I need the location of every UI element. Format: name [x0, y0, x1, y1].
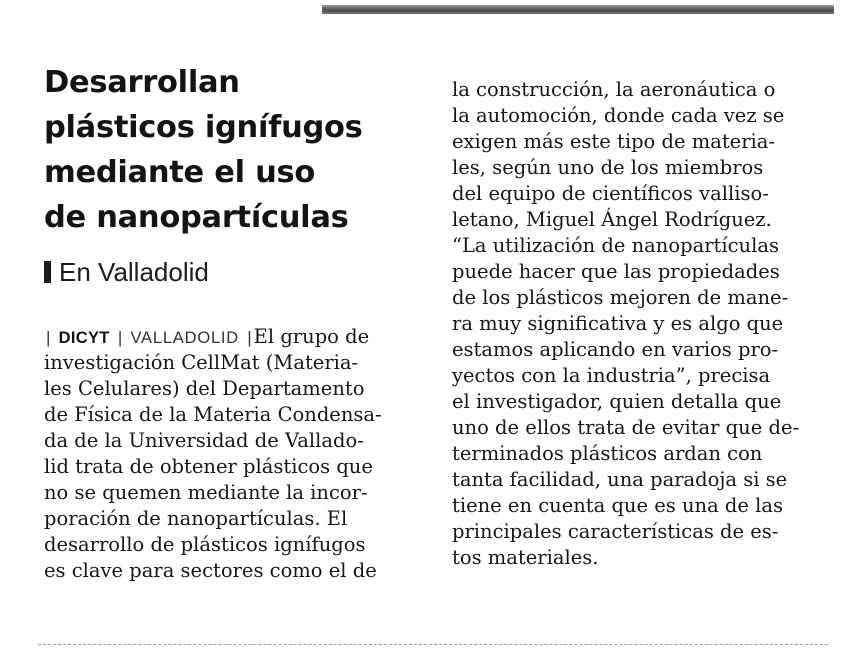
body-column-left [44, 324, 416, 584]
body-line: tos materiales. [452, 546, 599, 569]
byline-separator: | [247, 328, 252, 347]
subhead-text: En Valladolid [59, 257, 209, 287]
body-line: exigen más este tipo de materia- [452, 130, 775, 153]
byline-separator: | [46, 328, 51, 347]
body-line: la construcción, la aeronáutica o [452, 78, 776, 101]
body-line: es clave para sectores como el de [44, 559, 377, 582]
body-text: El grupo de [253, 325, 370, 348]
byline-line [44, 324, 416, 350]
headline-line: de nanopartículas [44, 200, 349, 235]
body-line: investigación CellMat (Materia- [44, 351, 359, 374]
body-column-right [452, 77, 824, 571]
body-line: “La utilización de nanopartículas [452, 234, 779, 257]
byline-agency: DICYT [58, 329, 110, 347]
body-line: ra muy significativa y es algo que [452, 312, 784, 335]
body-line: tiene en cuenta que es una de las [452, 494, 784, 517]
subhead-marker [44, 261, 51, 283]
body-line: tanta facilidad, una paradoja si se [452, 468, 788, 491]
bottom-rule [38, 644, 828, 645]
byline-separator: | [117, 328, 123, 347]
body-line: de los plásticos mejoren de mane- [452, 286, 789, 309]
body-line: uno de ellos trata de evitar que de- [452, 416, 800, 439]
headline [44, 60, 424, 240]
body-line: estamos aplicando en varios pro- [452, 338, 779, 361]
body-line: lid trata de obtener plásticos que [44, 455, 373, 478]
headline-line: mediante el uso [44, 155, 316, 190]
body-line: desarrollo de plásticos ignífugos [44, 533, 366, 556]
body-line: el investigador, quien detalla que [452, 390, 782, 413]
body-line: yectos con la industria”, precisa [452, 364, 771, 387]
headline-line: Desarrollan [44, 65, 240, 100]
body-line: terminados plásticos ardan con [452, 442, 763, 465]
body-line: la automoción, donde cada vez se [452, 104, 785, 127]
body-line: les Celulares) del Departamento [44, 377, 365, 400]
body-line: letano, Miguel Ángel Rodríguez. [452, 208, 772, 231]
body-line: no se quemen mediante la incor- [44, 481, 368, 504]
headline-line: plásticos ignífugos [44, 110, 363, 145]
top-rule [322, 5, 834, 14]
body-line: da de la Universidad de Vallado- [44, 429, 364, 452]
body-line: les, según uno de los miembros [452, 156, 764, 179]
byline-place: VALLADOLID [130, 329, 240, 347]
body-line: poración de nanopartículas. El [44, 507, 348, 530]
subhead [44, 255, 209, 289]
body-line: principales características de es- [452, 520, 779, 543]
body-line: puede hacer que las propiedades [452, 260, 780, 283]
body-line: del equipo de científicos valliso- [452, 182, 769, 205]
body-line: de Física de la Materia Condensa- [44, 403, 382, 426]
